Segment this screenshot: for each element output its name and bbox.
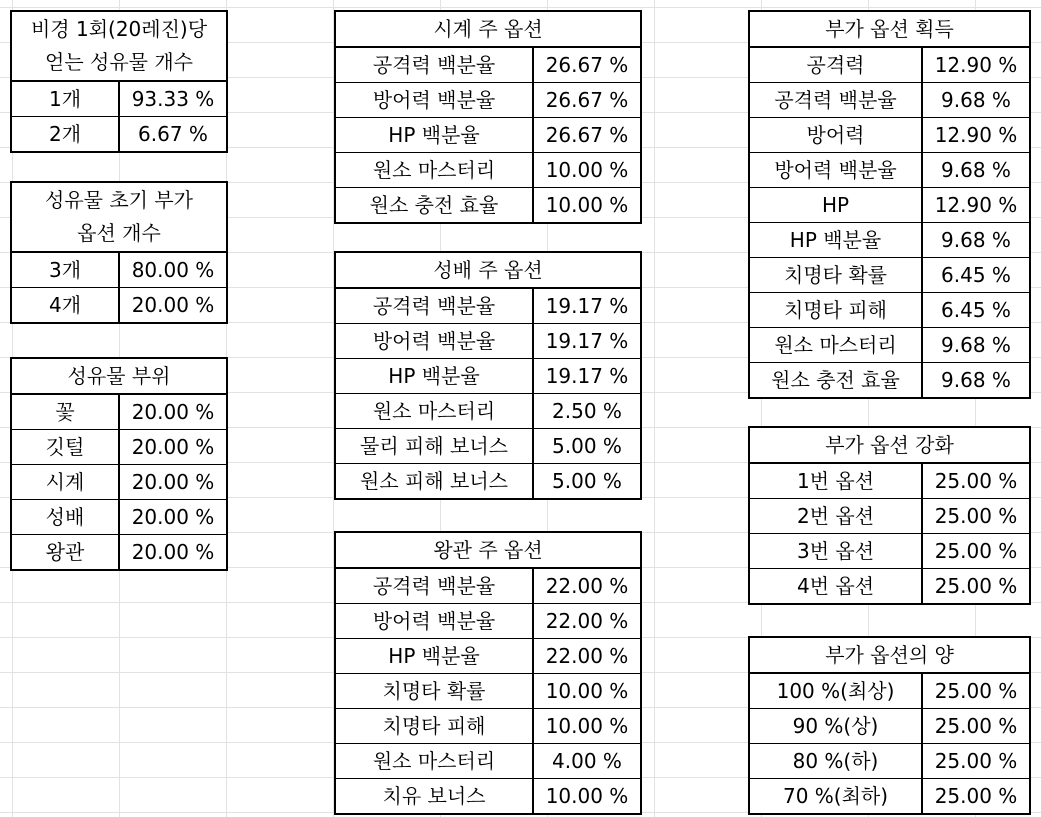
table-artifact-slot: [10, 357, 228, 571]
row-value: 6.45 %: [922, 293, 1030, 328]
row-label: 4개: [11, 288, 119, 324]
row-value: 25.00 %: [922, 709, 1030, 744]
table-title: 시계 주 옵션: [335, 11, 641, 47]
row-value: 20.00 %: [119, 535, 227, 571]
row-label: HP 백분율: [335, 639, 533, 674]
row-label: 깃털: [11, 430, 119, 465]
row-label: 치명타 확률: [749, 258, 922, 293]
row-value: 22.00 %: [533, 604, 641, 639]
row-label: 80 %(하): [749, 744, 922, 779]
row-label: HP 백분율: [335, 118, 533, 153]
row-label: 1개: [11, 81, 119, 117]
row-label: 2번 옵션: [749, 499, 922, 534]
row-value: 2.50 %: [533, 394, 641, 429]
row-label: 3개: [11, 252, 119, 288]
table-drops-per-run: [10, 10, 228, 153]
row-label: HP 백분율: [749, 223, 922, 258]
row-label: 치명타 피해: [749, 293, 922, 328]
row-label: 방어력 백분율: [749, 153, 922, 188]
row-value: 10.00 %: [533, 779, 641, 815]
row-label: 공격력 백분율: [335, 288, 533, 324]
table-title: 부가 옵션 강화: [749, 427, 1030, 463]
table-title: 성유물 초기 부가 옵션 개수: [11, 182, 227, 252]
row-value: 10.00 %: [533, 674, 641, 709]
row-value: 5.00 %: [533, 429, 641, 464]
row-label: 치명타 피해: [335, 709, 533, 744]
row-value: 20.00 %: [119, 288, 227, 324]
row-label: 원소 피해 보너스: [335, 464, 533, 500]
row-value: 6.45 %: [922, 258, 1030, 293]
row-label: 2개: [11, 117, 119, 153]
row-value: 22.00 %: [533, 639, 641, 674]
row-value: 9.68 %: [922, 363, 1030, 399]
row-value: 25.00 %: [922, 463, 1030, 499]
row-value: 4.00 %: [533, 744, 641, 779]
table-title: 왕관 주 옵션: [335, 532, 641, 568]
row-value: 9.68 %: [922, 153, 1030, 188]
row-label: 4번 옵션: [749, 569, 922, 605]
row-value: 26.67 %: [533, 47, 641, 83]
table-title: 부가 옵션의 양: [749, 637, 1030, 673]
row-value: 25.00 %: [922, 569, 1030, 605]
table-goblet-main-stat: [334, 251, 642, 500]
row-value: 25.00 %: [922, 779, 1030, 815]
row-label: 원소 충전 효율: [335, 188, 533, 224]
row-value: 22.00 %: [533, 568, 641, 604]
row-value: 19.17 %: [533, 288, 641, 324]
row-value: 6.67 %: [119, 117, 227, 153]
row-label: 공격력 백분율: [335, 568, 533, 604]
row-value: 20.00 %: [119, 500, 227, 535]
row-value: 93.33 %: [119, 81, 227, 117]
row-label: 꽃: [11, 394, 119, 430]
row-value: 12.90 %: [922, 188, 1030, 223]
row-label: 90 %(상): [749, 709, 922, 744]
row-label: 원소 마스터리: [335, 153, 533, 188]
row-label: 성배: [11, 500, 119, 535]
row-value: 80.00 %: [119, 252, 227, 288]
row-label: 70 %(최하): [749, 779, 922, 815]
row-label: 방어력 백분율: [335, 324, 533, 359]
row-value: 25.00 %: [922, 534, 1030, 569]
table-sands-main-stat: [334, 10, 642, 224]
table-title: 부가 옵션 획득: [749, 11, 1030, 47]
row-value: 20.00 %: [119, 465, 227, 500]
row-value: 10.00 %: [533, 709, 641, 744]
table-title: 성배 주 옵션: [335, 252, 641, 288]
row-label: 방어력 백분율: [335, 604, 533, 639]
table-circlet-main-stat: [334, 531, 642, 815]
row-value: 26.67 %: [533, 118, 641, 153]
row-label: 방어력 백분율: [335, 83, 533, 118]
row-label: 공격력 백분율: [749, 83, 922, 118]
row-label: 3번 옵션: [749, 534, 922, 569]
row-value: 10.00 %: [533, 188, 641, 224]
row-value: 9.68 %: [922, 328, 1030, 363]
row-label: 물리 피해 보너스: [335, 429, 533, 464]
table-substat-amount: [748, 636, 1031, 815]
row-label: 원소 마스터리: [749, 328, 922, 363]
table-substat-acquire: [748, 10, 1031, 399]
row-value: 20.00 %: [119, 430, 227, 465]
row-value: 25.00 %: [922, 673, 1030, 709]
table-title: 비경 1회(20레진)당 얻는 성유물 개수: [11, 11, 227, 81]
row-label: 원소 충전 효율: [749, 363, 922, 399]
table-substat-upgrade: [748, 426, 1031, 605]
row-value: 5.00 %: [533, 464, 641, 500]
row-label: 원소 마스터리: [335, 744, 533, 779]
table-initial-substats: [10, 181, 228, 324]
row-value: 25.00 %: [922, 744, 1030, 779]
row-value: 9.68 %: [922, 223, 1030, 258]
row-label: 100 %(최상): [749, 673, 922, 709]
row-label: 왕관: [11, 535, 119, 571]
row-label: 방어력: [749, 118, 922, 153]
row-label: HP: [749, 188, 922, 223]
row-label: 1번 옵션: [749, 463, 922, 499]
row-value: 9.68 %: [922, 83, 1030, 118]
row-label: 원소 마스터리: [335, 394, 533, 429]
row-value: 19.17 %: [533, 324, 641, 359]
row-value: 12.90 %: [922, 47, 1030, 83]
row-value: 10.00 %: [533, 153, 641, 188]
row-label: 치유 보너스: [335, 779, 533, 815]
row-label: HP 백분율: [335, 359, 533, 394]
table-title: 성유물 부위: [11, 358, 227, 394]
row-value: 12.90 %: [922, 118, 1030, 153]
row-value: 20.00 %: [119, 394, 227, 430]
row-value: 26.67 %: [533, 83, 641, 118]
row-label: 공격력: [749, 47, 922, 83]
row-label: 시계: [11, 465, 119, 500]
row-label: 공격력 백분율: [335, 47, 533, 83]
row-value: 25.00 %: [922, 499, 1030, 534]
row-value: 19.17 %: [533, 359, 641, 394]
row-label: 치명타 확률: [335, 674, 533, 709]
